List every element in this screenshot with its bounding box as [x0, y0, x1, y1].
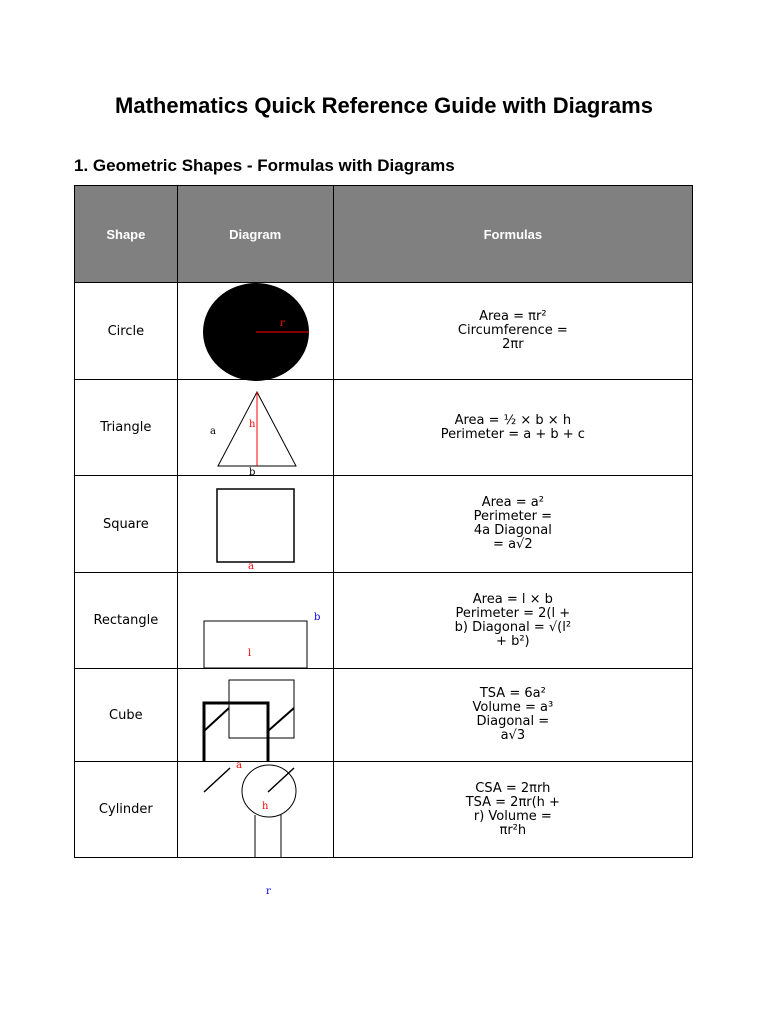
header-shape: Shape: [75, 186, 178, 283]
formula-text: TSA = 6a² Volume = a³ Diagonal = a√3: [472, 686, 554, 743]
shape-name-cell: Rectangle: [75, 573, 178, 669]
formula-cell: [333, 573, 692, 669]
shape-name-cell: Triangle: [75, 380, 178, 476]
side-label: a: [209, 426, 216, 437]
shape-name-cell: Circle: [75, 283, 178, 380]
formula-text: Area = l × b Perimeter = 2(l + b) Diagonal = √(l² + b²): [454, 591, 572, 649]
diagram-cell-square: [177, 476, 333, 573]
table-row-rectangle: [75, 573, 693, 669]
cylinder-diagram: [178, 762, 333, 857]
formula-table: [74, 185, 693, 858]
table-row-cube: [75, 669, 693, 762]
length-label: l: [247, 648, 251, 659]
shape-name-cell: Cube: [75, 669, 178, 762]
formula-cell: [333, 380, 692, 476]
cube-diagram: [178, 669, 333, 761]
cylinder-edge-right: [268, 768, 294, 792]
formula-text: CSA = 2πrh TSA = 2πr(h + r) Volume = πr²h: [465, 780, 560, 838]
radius-label: r: [279, 318, 285, 329]
page-title: Mathematics Quick Reference Guide with Diagrams: [115, 93, 653, 118]
diagram-cell-rectangle: [177, 573, 333, 669]
cube-front-face: [204, 703, 268, 761]
cube-back-face: [229, 680, 294, 738]
table-row-triangle: [75, 380, 693, 476]
formula-text: Area = πr² Circumference = 2πr: [457, 309, 568, 352]
formula-text: Area = a² Perimeter = 4a Diagonal = a√2: [473, 495, 553, 552]
table-row-circle: [75, 283, 693, 380]
header-formulas: Formulas: [333, 186, 692, 283]
height-label: h: [261, 801, 269, 812]
circle-diagram: [178, 283, 333, 379]
shape-name-cell: Square: [75, 476, 178, 573]
rectangle-shape: [204, 621, 307, 668]
diagram-cell-cylinder: [177, 762, 333, 858]
formula-text: Area = ½ × b × h Perimeter = a + b + c: [440, 412, 585, 442]
diagram-cell-cube: [177, 669, 333, 762]
table-row-cylinder: [75, 762, 693, 858]
shape-name-cell: Cylinder: [75, 762, 178, 858]
diagram-cell-circle: [177, 283, 333, 380]
breadth-label: b: [313, 612, 321, 623]
stray-radius-label: r: [266, 886, 271, 897]
section-heading: 1. Geometric Shapes - Formulas with Diagrams: [74, 156, 455, 175]
cube-edge-right: [268, 708, 294, 731]
formula-cell: [333, 283, 692, 380]
formula-cell: [333, 762, 692, 858]
square-shape: [217, 489, 294, 562]
square-diagram: [178, 476, 333, 572]
cylinder-edge-left: [204, 768, 230, 792]
triangle-diagram: [178, 380, 333, 478]
formula-cell: [333, 476, 692, 573]
cube-edge-left: [204, 708, 229, 731]
table-header-row: [75, 186, 693, 283]
side-label: a: [247, 561, 254, 572]
header-diagram: Diagram: [177, 186, 333, 283]
formula-cell: [333, 669, 692, 762]
height-label: h: [248, 419, 256, 430]
table-row-square: [75, 476, 693, 573]
base-label: b: [248, 467, 256, 478]
diagram-cell-triangle: [177, 380, 333, 476]
rectangle-diagram: [178, 573, 333, 668]
radius-label: a: [235, 760, 242, 771]
